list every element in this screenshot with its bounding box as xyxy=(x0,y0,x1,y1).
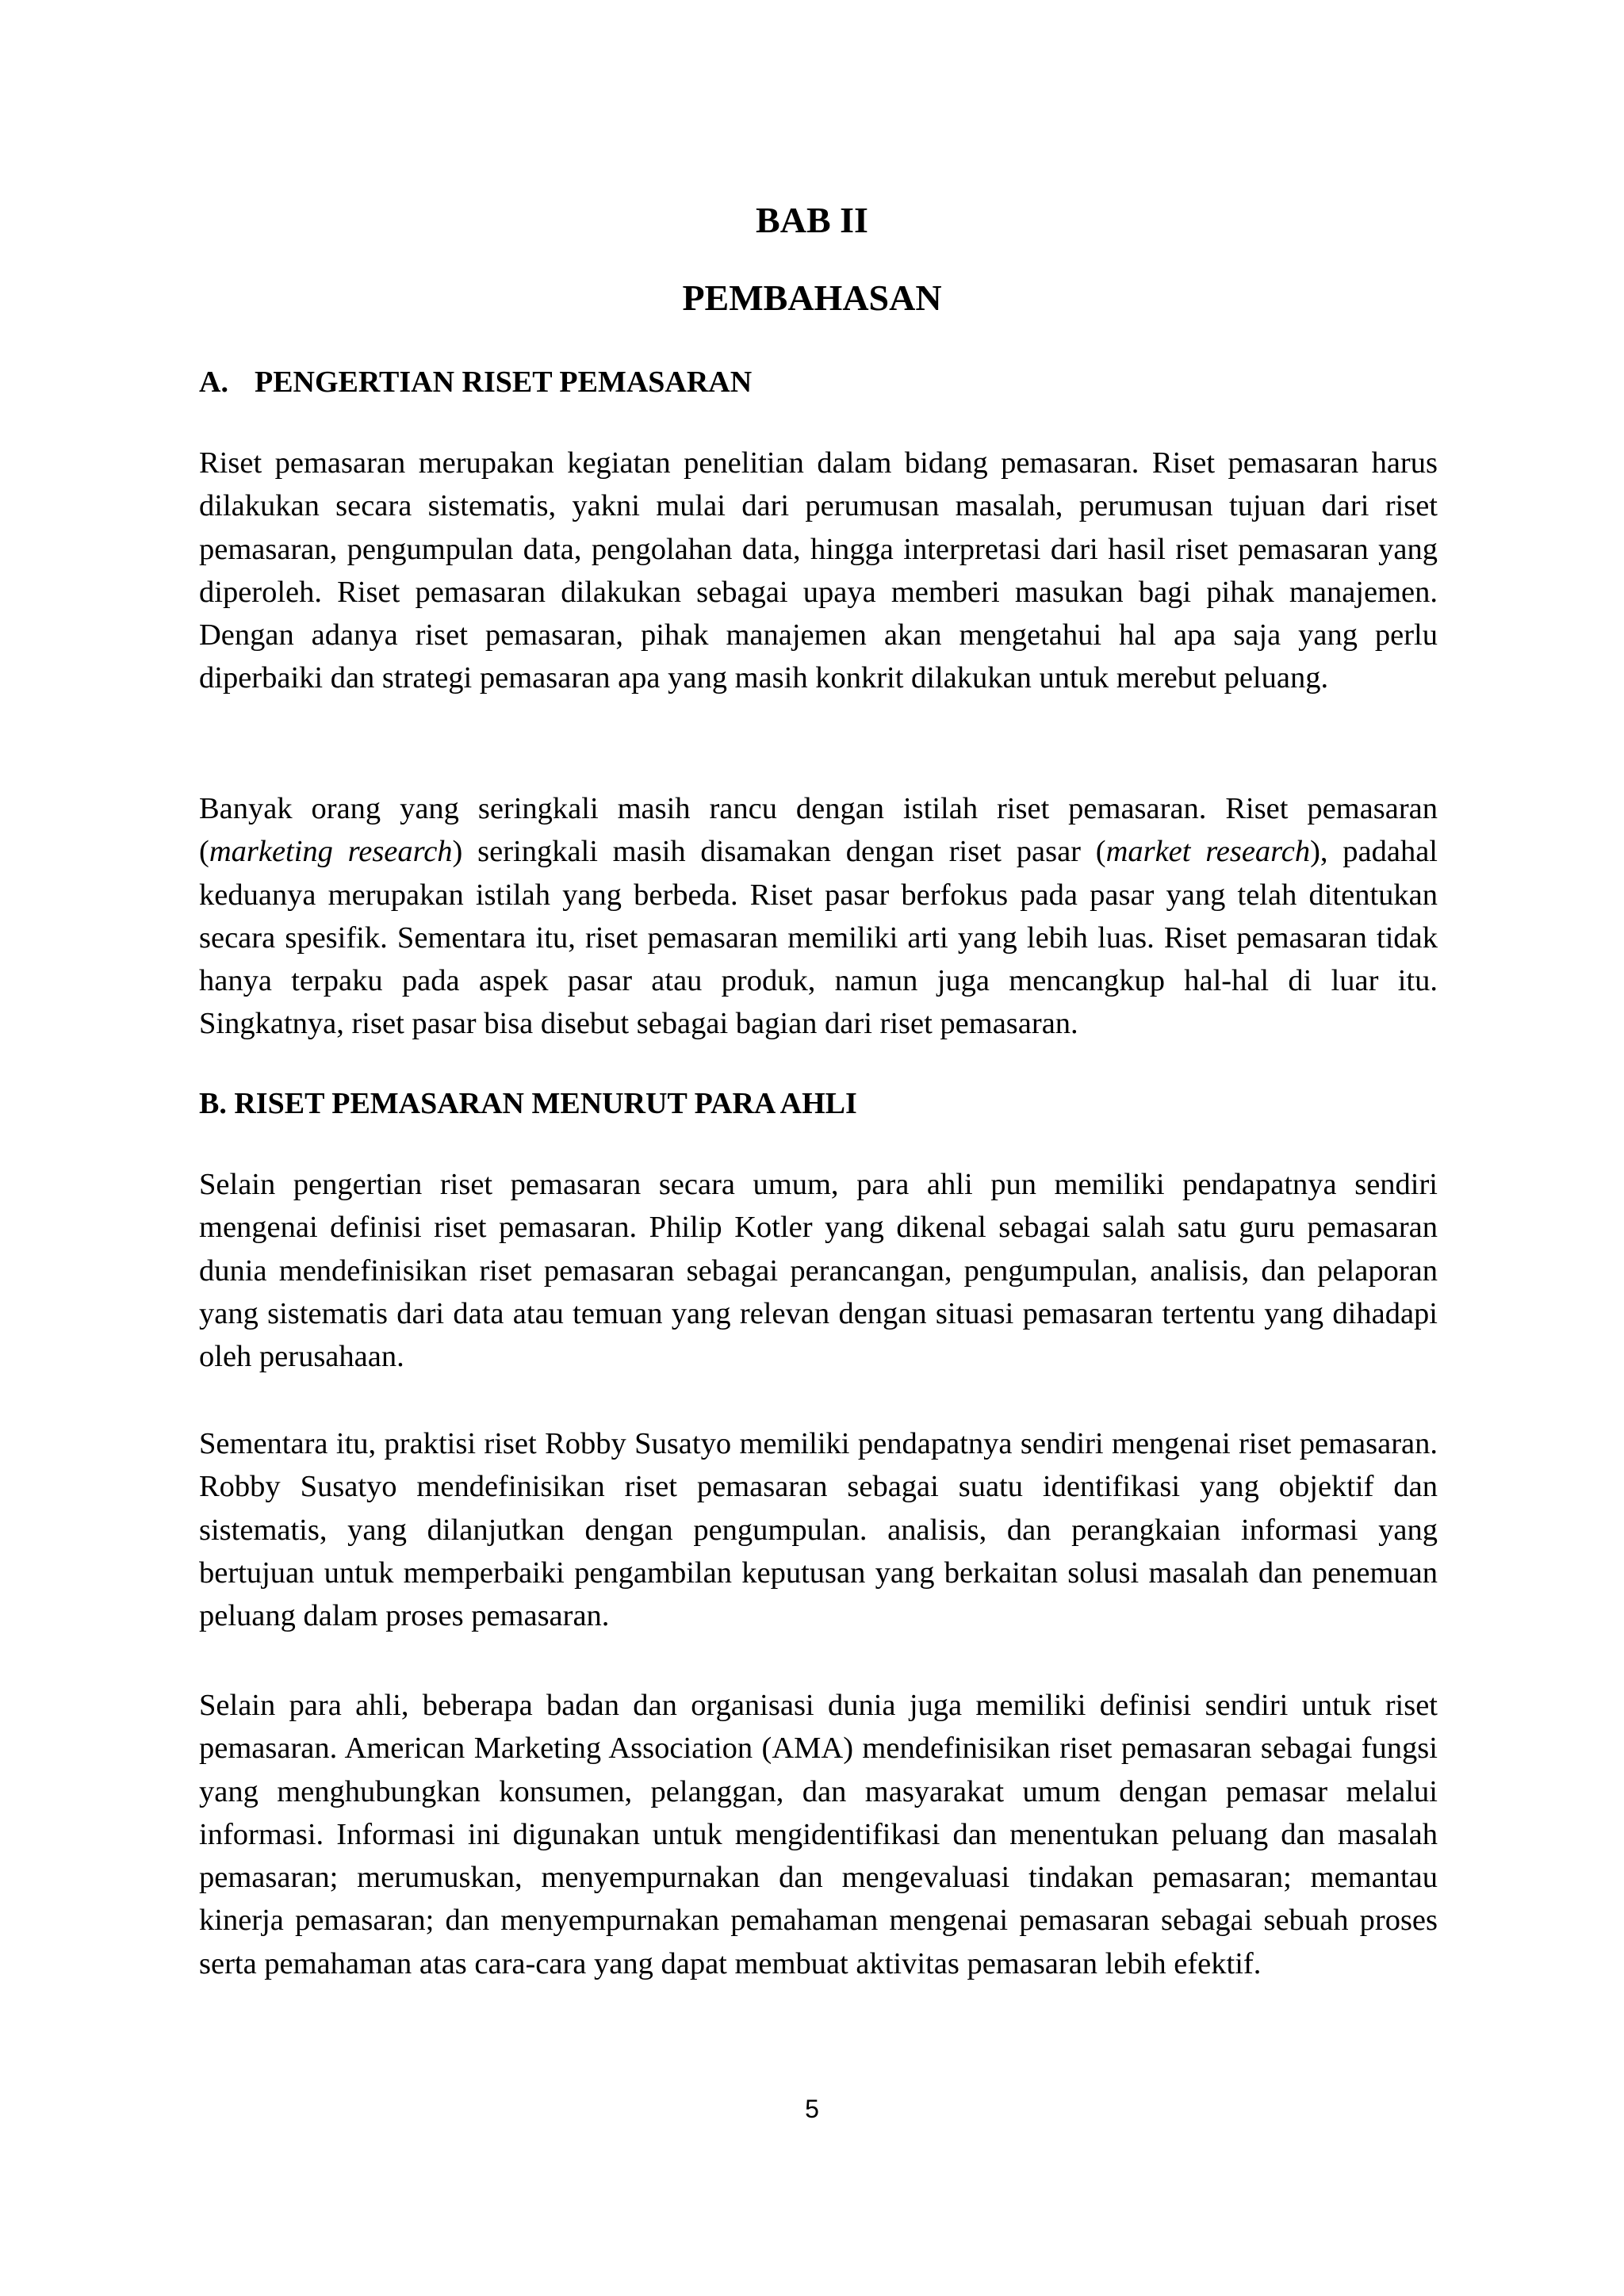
section-a-paragraph-1: Riset pemasaran merupakan kegiatan penelitian dalam bidang pemasaran. Riset pemasaran harus dilakukan secara sistematis, yakni mulai dari perumusan masalah, perumusan tujuan dari riset pemasaran, pengumpulan data, pengolahan data, hingga interpretasi dari hasil riset pemasaran yang diperoleh. Riset pemasaran dilakukan sebagai upaya memberi masukan bagi pihak manajemen. Dengan adanya riset pemasaran, pihak manajemen akan mengetahui hal apa saja yang perlu diperbaiki dan strategi pemasaran apa yang masih konkrit dilakukan untuk merebut peluang. xyxy=(199,446,1438,695)
chapter-title: PEMBAHASAN xyxy=(682,277,942,318)
section-b-heading xyxy=(199,1085,857,1123)
page-number: 5 xyxy=(805,2095,819,2123)
section-b-paragraph-3: Selain para ahli, beberapa badan dan organisasi dunia juga memiliki definisi sendiri untuk riset pemasaran. American Marketing Association (AMA) mendefinisikan riset pemasaran sebagai fungsi yang menghubungkan konsumen, pelanggan, dan masyarakat umum dengan pemasar melalui informasi. Informasi ini digunakan untuk mengidentifikasi dan menentukan peluang dan masalah pemasaran; merumuskan, menyempurnakan dan mengevaluasi tindakan pemasaran; memantau kinerja pemasaran; dan menyempurnakan pemahaman mengenai pemasaran sebagai sebuah proses serta pemahaman atas cara-cara yang dapat membuat aktivitas pemasaran lebih efektif. xyxy=(199,1689,1438,1980)
section-a-letter: A. xyxy=(199,365,228,399)
italic-term: market research xyxy=(1105,835,1311,869)
section-b-paragraph-1: Selain pengertian riset pemasaran secara umum, para ahli pun memiliki pendapatnya sendiri mengenai definisi riset pemasaran. Philip Kotler yang dikenal sebagai salah satu guru pemasaran dunia mendefinisikan riset pemasaran sebagai perancangan, pengumpulan, analisis, dan pelaporan yang sistematis dari data atau temuan yang relevan dengan situasi pemasaran tertentu yang dihadapi oleh perusahaan. xyxy=(199,1168,1438,1374)
section-a-paragraph-2 xyxy=(199,787,1438,1046)
section-a-heading xyxy=(199,363,752,401)
paragraph-text: Banyak orang yang seringkali masih rancu dengan istilah riset pemasaran. Riset pemasaran ( xyxy=(199,792,1438,869)
section-b-title: RISET PEMASARAN MENURUT PARA AHLI xyxy=(234,1087,857,1120)
paragraph-text: ), padahal keduanya merupakan istilah yang berbeda. Riset pasar berfokus pada pasar yang telah ditentukan secara spesifik. Sementara itu, riset pemasaran memiliki arti yang lebih luas. Riset pemasaran tidak hanya terpaku pada aspek pasar atau produk, namun juga mencangkup hal-hal di luar itu. Singkatnya, riset pasar bisa disebut sebagai bagian dari riset pemasaran. xyxy=(199,835,1438,1041)
section-b-letter: B. xyxy=(199,1087,227,1120)
chapter-number: BAB II xyxy=(756,200,868,240)
section-a-title: PENGERTIAN RISET PEMASARAN xyxy=(255,365,753,399)
paragraph-text: ) seringkali masih disamakan dengan riset pasar ( xyxy=(452,835,1106,869)
italic-term: marketing research xyxy=(209,835,453,869)
section-b-paragraph-2: Sementara itu, praktisi riset Robby Susatyo memiliki pendapatnya sendiri mengenai riset pemasaran. Robby Susatyo mendefinisikan riset pemasaran sebagai suatu identifikasi yang objektif dan sistematis, yang dilanjutkan dengan pengumpulan. analisis, dan perangkaian informasi yang bertujuan untuk memperbaiki pengambilan keputusan yang berkaitan solusi masalah dan penemuan peluang dalam proses pemasaran. xyxy=(199,1427,1438,1633)
